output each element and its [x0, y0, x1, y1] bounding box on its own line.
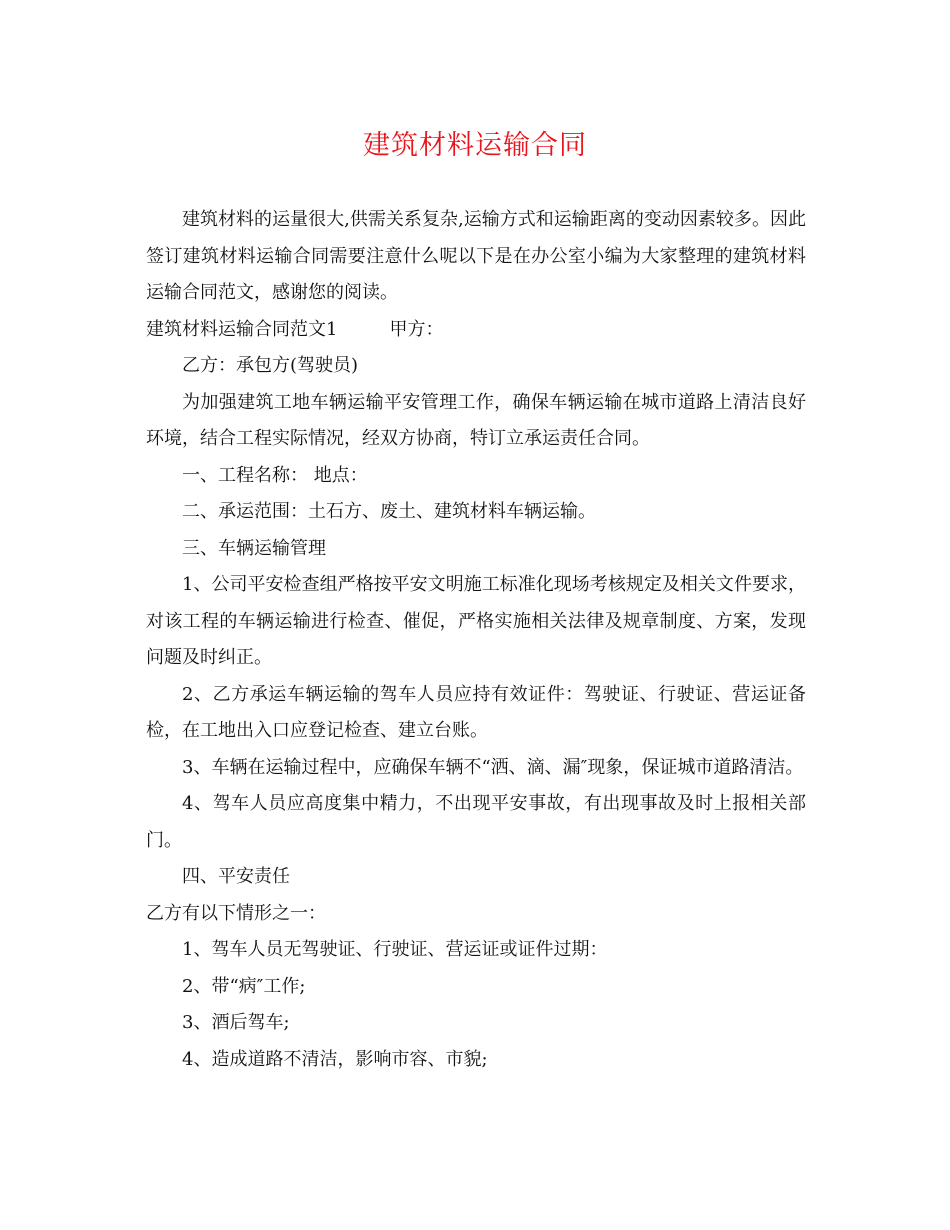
clause-3-3: 3、车辆在运输过程中，应确保车辆不“洒、滴、漏″现象，保证城市道路清洁。 — [182, 756, 804, 778]
purpose-paragraph: 为加强建筑工地车辆运输平安管理工作，确保车辆运输在城市道路上清洁良好环境，结合工程实际情况，经双方协商，特订立承运责任合同。 — [146, 391, 806, 449]
section-4-lead: 乙方有以下情形之一： — [146, 902, 326, 924]
intro-paragraph: 建筑材料的运量很大,供需关系复杂,运输方式和运输距离的变动因素较多。因此签订建筑材料运输合同需要注意什么呢以下是在办公室小编为大家整理的建筑材料运输合同范文，感谢您的阅读。 — [146, 209, 806, 303]
document-title: 建筑材料运输合同 — [363, 130, 587, 161]
clause-3-4: 4、驾车人员应高度集中精力，不出现平安事故，有出现事故及时上报相关部门。 — [146, 793, 806, 851]
section-1: 一、工程名称： 地点： — [182, 464, 368, 486]
clause-4-2: 2、带“病″工作; — [182, 975, 306, 997]
clause-3-1: 1、公司平安检查组严格按平安文明施工标准化现场考核规定及相关文件要求，对该工程的车辆运输进行检查、催促，严格实施相关法律及规章制度、方案，发现问题及时纠正。 — [146, 574, 806, 668]
party-a: 甲方： — [389, 318, 444, 340]
section-3: 三、车辆运输管理 — [182, 537, 326, 559]
party-b: 乙方：承包方(驾驶员) — [182, 355, 359, 376]
clause-3-2: 2、乙方承运车辆运输的驾车人员应持有效证件：驾驶证、行驶证、营运证备检，在工地出入口应登记检查、建立台账。 — [146, 683, 806, 741]
sample-heading-line — [146, 312, 806, 349]
clause-4-3: 3、酒后驾车; — [182, 1012, 290, 1033]
section-4: 四、平安责任 — [182, 866, 290, 887]
section-2: 二、承运范围：土石方、废土、建筑材料车辆运输。 — [182, 501, 596, 522]
clause-4-4: 4、造成道路不清洁，影响市容、市貌; — [182, 1048, 488, 1070]
sample-heading: 建筑材料运输合同范文1 — [146, 318, 338, 340]
clause-4-1: 1、驾车人员无驾驶证、行驶证、营运证或证件过期： — [182, 939, 608, 960]
document-body — [146, 202, 806, 1078]
